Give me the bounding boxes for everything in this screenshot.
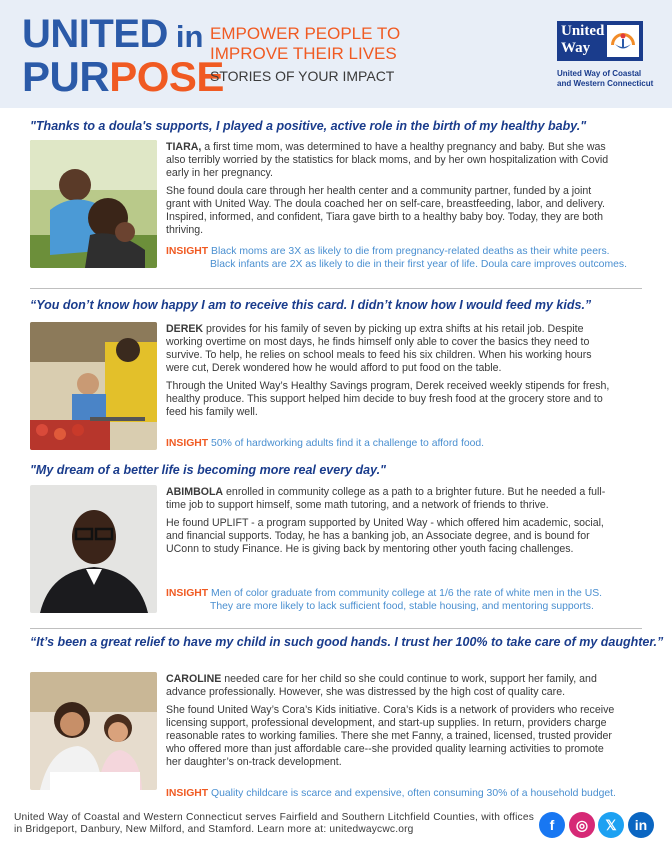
photo-father-grocery: [30, 322, 157, 450]
story-text-tiara: TIARA, a first time mom, was determined to have a healthy pregnancy and baby. But she was also terribly worried by the statistics for black moms, and by her own hospitalization with Covid early in her pregnancy. She found doula care through her health center and a community partner, funded by a joint grant with United Way. The doula coached her on self-care, breastfeeding, labor, and delivery. Inspired, informed, and confident, Tiara gave birth to a healthy baby boy. Today, they are both thriving.: [166, 141, 609, 236]
section-divider: [30, 288, 642, 289]
insight-abimbola: INSIGHT Men of color graduate from community college at 1/6 the rate of white men in the US. They are more likely to lack sufficient food, stable housing, and mentoring supports.: [166, 588, 603, 612]
instagram-icon[interactable]: ◎: [569, 812, 595, 838]
uw-logo-text-2: Way: [561, 40, 591, 56]
facebook-icon[interactable]: f: [539, 812, 565, 838]
title-line-1: EMPOWER PEOPLE TO: [210, 24, 401, 43]
logo-word-united: UNITED: [22, 12, 168, 56]
page-title: [210, 24, 400, 64]
uw-logo-text-1: United: [561, 23, 605, 39]
story-quote-abimbola: "My dream of a better life is becoming more real every day.": [30, 463, 386, 477]
united-way-logo: [557, 21, 643, 61]
story-text-abimbola: ABIMBOLA enrolled in community college as a path to a brighter future. But he needed a full-time job to support himself, some math tutoring, and a network of friends to thrive. He found UPLIFT - a program supported by United Way - which offered him academic, social, and financial supports. Today, he has a banking job, an Associate degree, and is bound for UConn to study Finance. He is giving back by mentoring other youth facing challenges.: [166, 486, 606, 555]
photo-mother-and-baby: [30, 140, 157, 268]
story-quote-derek: “You don’t know how happy I am to receive this card. I didn’t know how I would feed my kids.”: [30, 298, 592, 312]
logo-word-pur: PUR: [22, 53, 110, 100]
page-subtitle: STORIES OF YOUR IMPACT: [210, 68, 395, 84]
title-line-2: IMPROVE THEIR LIVES: [210, 44, 397, 63]
photo-caregiver-and-child: [30, 672, 157, 790]
x-icon[interactable]: 𝕏: [598, 812, 624, 838]
story-text-caroline: CAROLINE needed care for her child so she could continue to work, support her family, and advance professionally. However, she was distressed by the high cost of quality care. She found United Way’s Cora’s Kids initiative. Cora’s Kids is a network of providers who receive licensing support, professional development, and start-up supplies. In return, providers charge reasonable rates to working families. There she met Fanny, a trained, licensed, trusted provider who offered more than just affordable care--she provided quality learning activities to promote her daughter’s on-track development.: [166, 673, 615, 768]
united-way-caption: United Way of Coastal and Western Connecticut: [557, 69, 654, 88]
insight-tiara: INSIGHT Black moms are 3X as likely to die from pregnancy-related deaths as their white peers. Black infants are 2X as likely to die in their first year of life. Doula care improves outcomes.: [166, 246, 627, 270]
insight-caroline: INSIGHT Quality childcare is scarce and expensive, often consuming 30% of a household budget.: [166, 788, 616, 799]
story-quote-tiara: "Thanks to a doula's supports, I played a positive, active role in the birth of my healthy baby.": [30, 119, 587, 133]
insight-derek: INSIGHT 50% of hardworking adults find it a challenge to afford food.: [166, 438, 485, 449]
united-way-hand-icon: [607, 25, 639, 57]
linkedin-icon[interactable]: in: [628, 812, 654, 838]
footer-text: United Way of Coastal and Western Connecticut serves Fairfield and Southern Litchfield Counties, with offices in Bridgeport, Danbury, New Milford, and Stamford. Learn more at: unitedwaycwc.org: [14, 812, 534, 835]
header-band: [0, 0, 672, 108]
story-quote-caroline: “It’s been a great relief to have my child in such good hands. I trust her 100% to take care of my daughter.”: [30, 635, 664, 649]
section-divider: [30, 628, 642, 629]
united-in-purpose-logo: [22, 14, 224, 98]
photo-young-man-glasses: [30, 485, 157, 613]
story-text-derek: DEREK provides for his family of seven by picking up extra shifts at his retail job. Despite working overtime on most days, he finds himself only able to cover the basics they need to survive. To help, he relies on school meals to feed his six children. When his working hours were cut, Derek wondered how he would afford to put food on the table. Through the United Way’s Healthy Savings program, Derek received weekly stipends for fresh, healthy produce. This support helped him decide to buy fresh food at the grocery store and to feed his family well.: [166, 323, 610, 418]
logo-word-in: in: [175, 19, 204, 54]
logo-word-pose: POSE: [109, 53, 224, 100]
